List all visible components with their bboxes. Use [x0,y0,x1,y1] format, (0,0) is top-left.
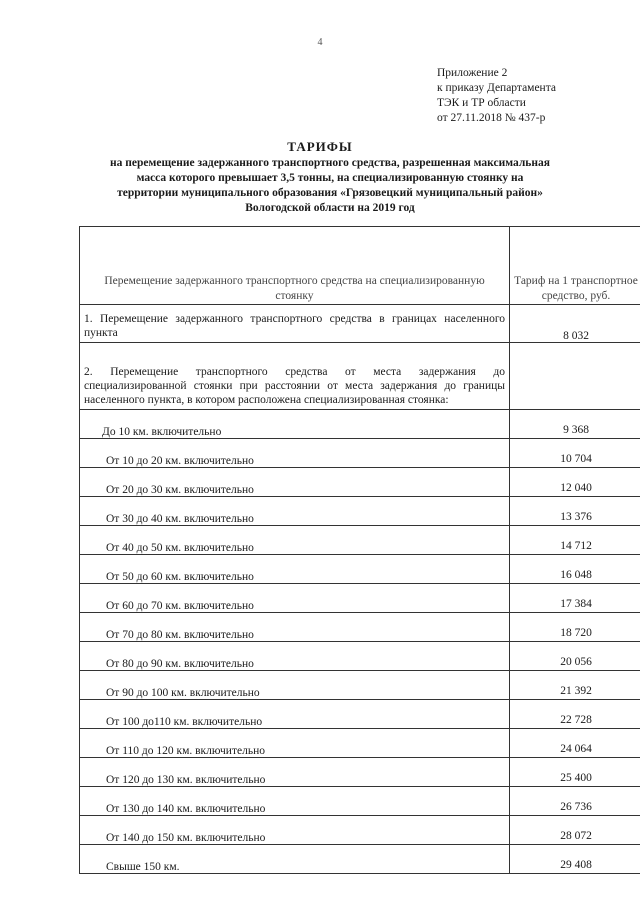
annex-line: Приложение 2 [437,67,508,79]
table-row [80,642,640,671]
annex-line: от 27.11.2018 № 437-р [437,112,546,124]
annex-line: ТЭК и ТР области [437,97,526,109]
table-row [80,497,640,526]
distance-label: Свыше 150 км. [80,845,510,874]
row-label: 1. Перемещение задержанного транспортного средства в границах населенного пункта [80,305,510,343]
distance-label: От 80 до 90 км. включительно [80,642,510,671]
table-row [80,700,640,729]
distance-label: От 40 до 50 км. включительно [80,526,510,555]
distance-label: От 70 до 80 км. включительно [80,613,510,642]
tariff-value: 13 376 [510,497,640,526]
row-label: 2. Перемещение транспортного средства от места задержания до специализированной стоянки при расстоянии от места задержания до границы населенного пункта, в котором расположена специализированная стоянка: [80,343,510,410]
table-row [80,526,640,555]
table-row [80,845,640,874]
distance-label: От 130 до 140 км. включительно [80,787,510,816]
header-tariff: Тариф на 1 транспортное средство, руб. [510,227,640,305]
distance-label: От 20 до 30 км. включительно [80,468,510,497]
tariff-value: 10 704 [510,439,640,468]
subtitle-line: территории муниципального образования «Грязовецкий муниципальный район» [117,187,543,199]
distance-label: До 10 км. включительно [80,410,510,439]
table-header-row [80,227,640,305]
tariff-value: 26 736 [510,787,640,816]
subtitle-line: Вологодской области на 2019 год [245,202,415,214]
document-subtitle [80,156,580,216]
table-row [80,305,640,343]
page-number: 4 [317,37,323,48]
distance-label: От 90 до 100 км. включительно [80,671,510,700]
table-row [80,410,640,439]
tariff-value: 14 712 [510,526,640,555]
table-row [80,671,640,700]
distance-label: От 30 до 40 км. включительно [80,497,510,526]
tariff-value: 16 048 [510,555,640,584]
annex-block [437,66,556,126]
tariff-value: 22 728 [510,700,640,729]
tariff-value: 20 056 [510,642,640,671]
distance-label: От 100 до110 км. включительно [80,700,510,729]
tariff-value: 24 064 [510,729,640,758]
distance-label: От 10 до 20 км. включительно [80,439,510,468]
table-row [80,555,640,584]
tariff-value: 28 072 [510,816,640,845]
table-row [80,584,640,613]
table-row [80,729,640,758]
tariff-value: 17 384 [510,584,640,613]
distance-label: От 110 до 120 км. включительно [80,729,510,758]
tariff-value: 29 408 [510,845,640,874]
document-title: ТАРИФЫ [287,139,353,154]
table-row [80,787,640,816]
subtitle-line: масса которого превышает 3,5 тонны, на специализированную стоянку на [136,172,524,184]
tariff-value: 21 392 [510,671,640,700]
distance-label: От 140 до 150 км. включительно [80,816,510,845]
tariff-value: 9 368 [510,410,640,439]
header-movement: Перемещение задержанного транспортного средства на специализированную стоянку [80,227,510,305]
row-value: 8 032 [510,305,640,343]
tariff-table [79,226,640,874]
table-row [80,613,640,642]
table-row [80,816,640,845]
tariff-value: 18 720 [510,613,640,642]
table-row [80,468,640,497]
table-row [80,343,640,410]
tariff-value: 12 040 [510,468,640,497]
distance-label: От 120 до 130 км. включительно [80,758,510,787]
annex-line: к приказу Департамента [437,82,556,94]
table-row [80,439,640,468]
row-value [510,343,640,410]
distance-label: От 60 до 70 км. включительно [80,584,510,613]
table-row [80,758,640,787]
subtitle-line: на перемещение задержанного транспортного средства, разрешенная максимальная [110,157,550,169]
tariff-value: 25 400 [510,758,640,787]
distance-label: От 50 до 60 км. включительно [80,555,510,584]
